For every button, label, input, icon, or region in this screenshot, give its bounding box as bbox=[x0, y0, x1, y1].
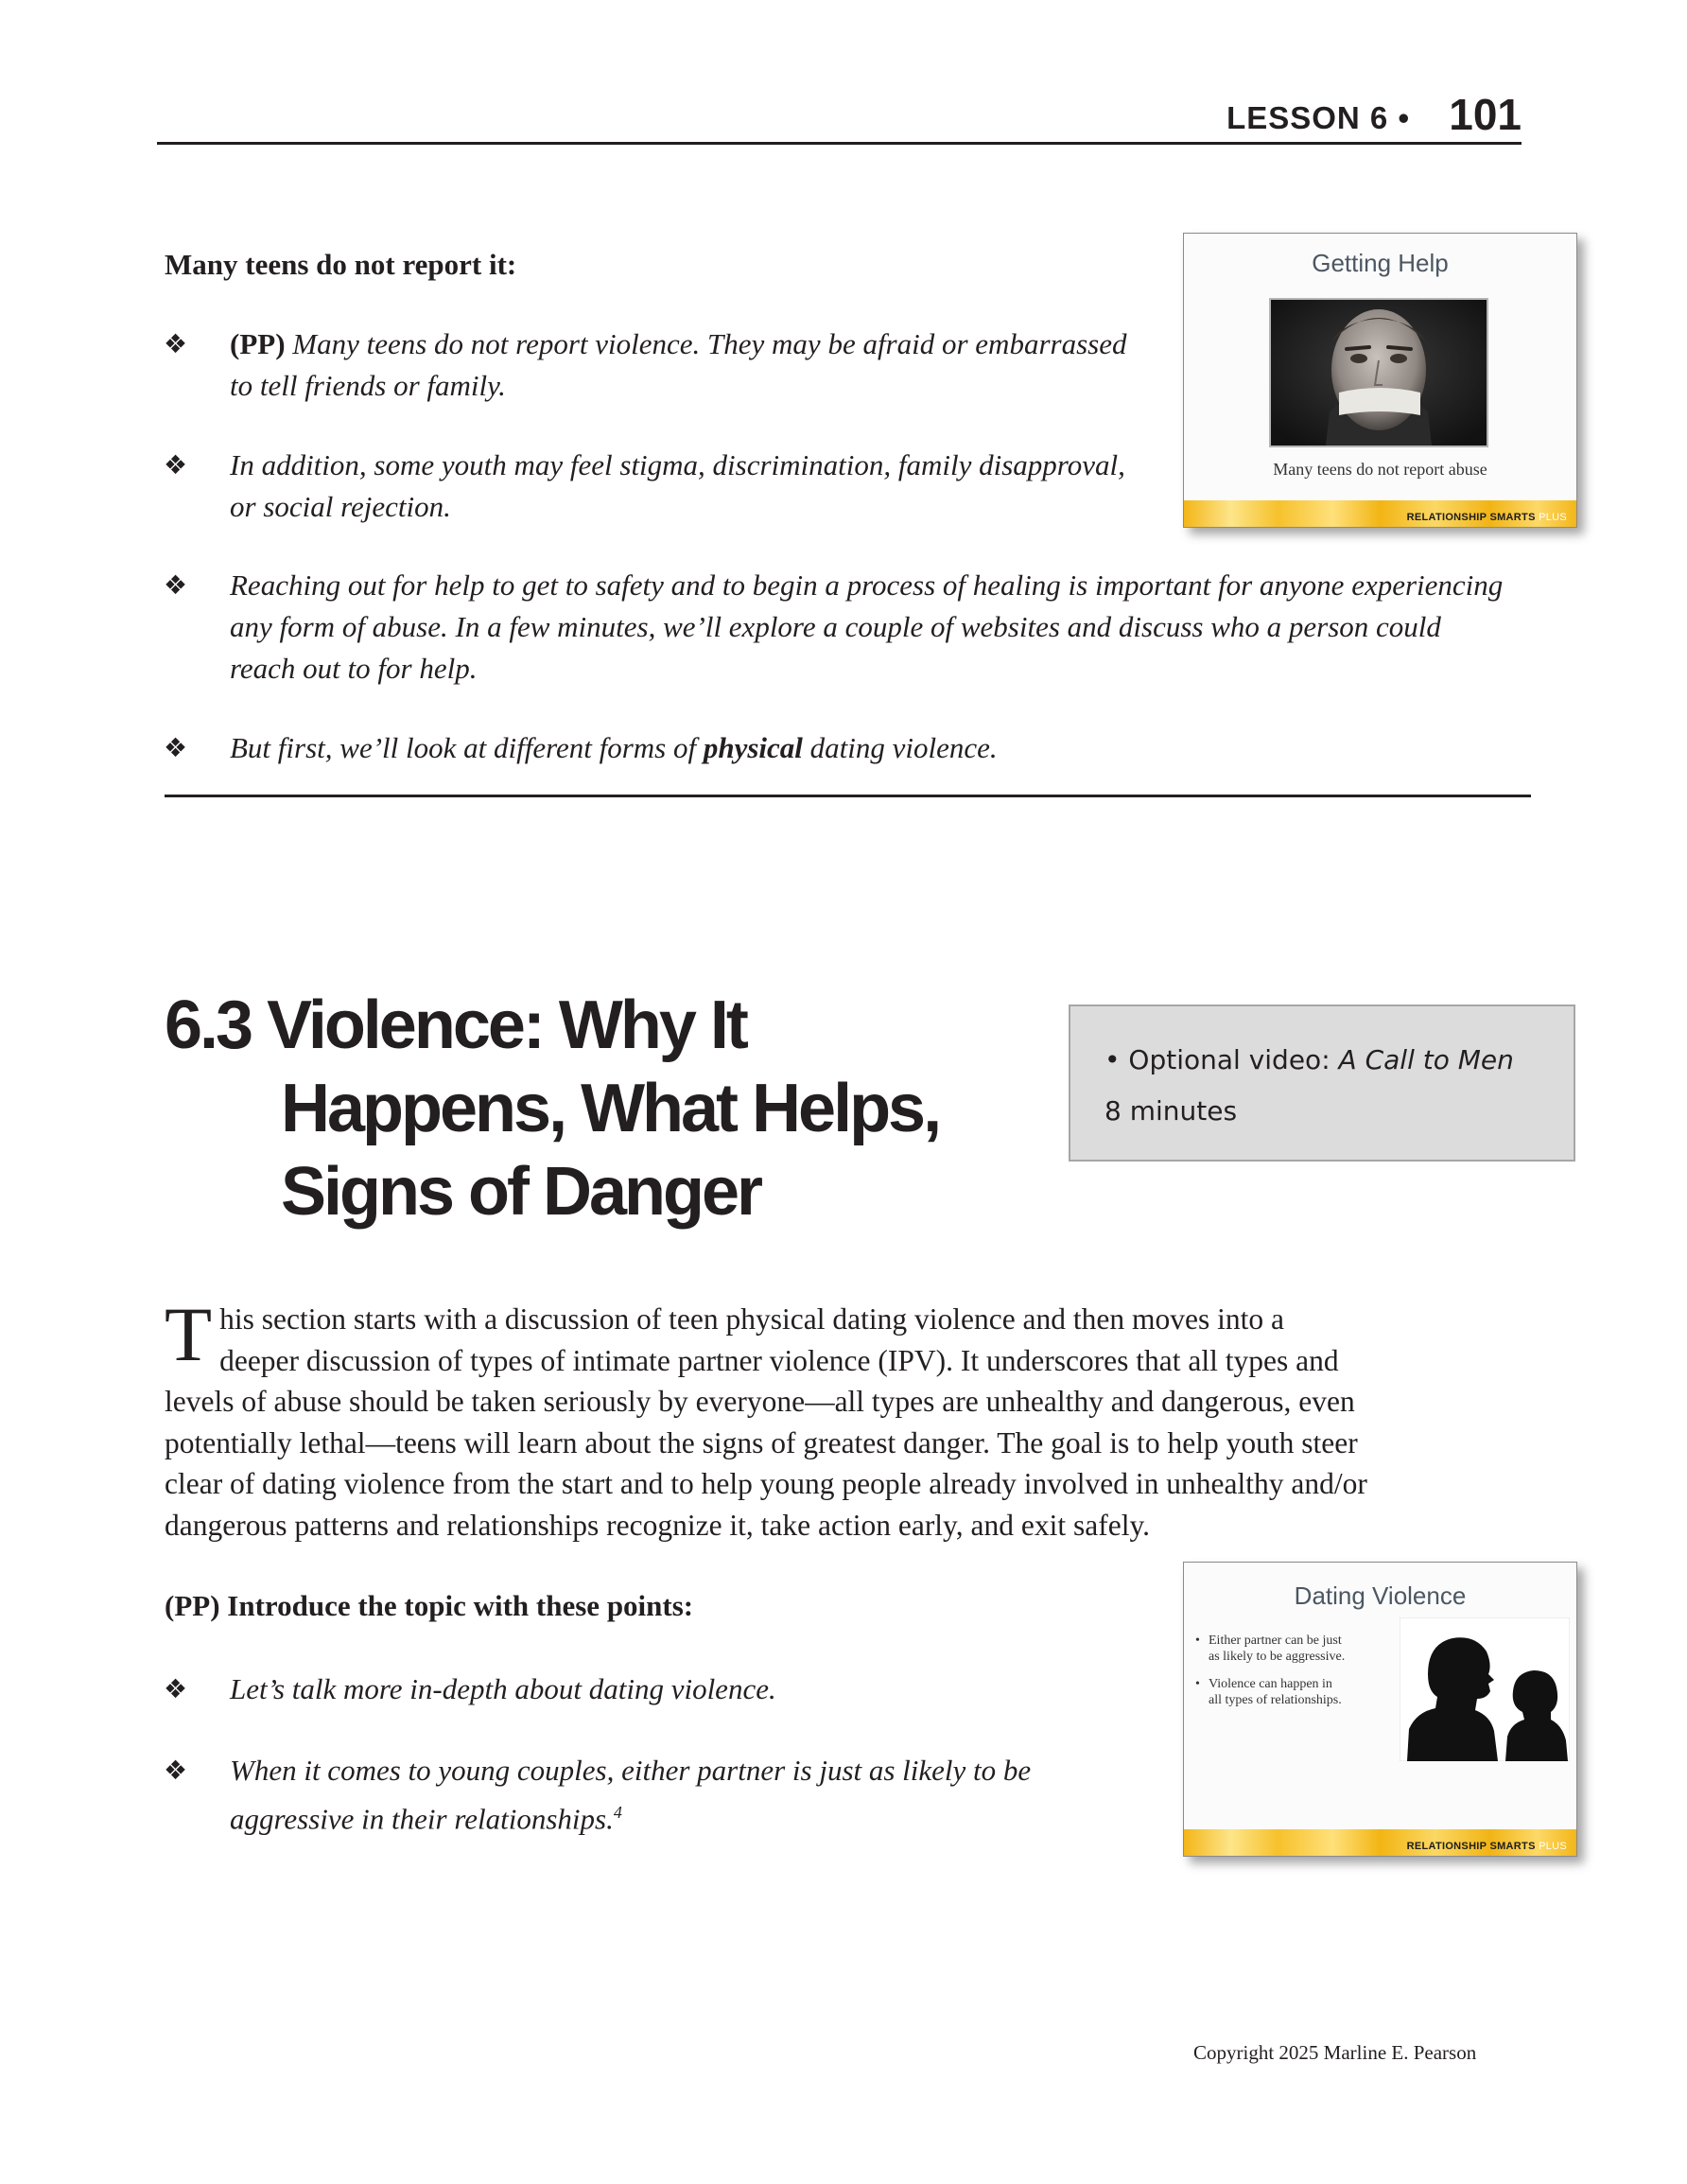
gagged-face-icon bbox=[1271, 300, 1487, 446]
section-heading: 6.3 Violence: Why It Happens, What Helps, Signs of Danger bbox=[165, 987, 940, 1230]
slide-title: Getting Help bbox=[1312, 249, 1449, 277]
copyright-footer: Copyright 2025 Marline E. Pearson bbox=[1193, 2041, 1477, 2064]
drop-cap: T bbox=[165, 1291, 213, 1377]
report-lead: Many teens do not report it: bbox=[165, 248, 517, 281]
topic-bullet-2: ❖ When it comes to young couples, either partner is just as likely to be aggressive in their relationships.$^4$ bbox=[230, 1750, 1031, 1840]
slide-brand-band bbox=[1184, 1829, 1576, 1856]
slide-getting-help bbox=[1183, 233, 1577, 528]
brand-logo: RELATIONSHIP SMARTS PLUS bbox=[1406, 512, 1567, 523]
optional-video-line: • Optional video: A Call to Men bbox=[1104, 1044, 1514, 1075]
slide-bullets: • Either partner can be just as likely to be aggressive. • Violence can happen in all types of relationships. bbox=[1195, 1634, 1346, 1707]
brand-logo: RELATIONSHIP SMARTS PLUS bbox=[1406, 1841, 1567, 1852]
slide-photo bbox=[1269, 298, 1488, 447]
slide-dating-violence bbox=[1183, 1562, 1577, 1857]
footnote-ref: 4 bbox=[613, 1803, 622, 1822]
slide-title: Dating Violence bbox=[1294, 1581, 1467, 1610]
diamond-bullet-icon: ❖ bbox=[164, 1673, 188, 1704]
diamond-bullet-icon: ❖ bbox=[164, 569, 188, 601]
diamond-bullet-icon: ❖ bbox=[164, 449, 188, 480]
diamond-bullet-icon: ❖ bbox=[164, 1755, 188, 1786]
report-bullet-3: ❖ Reaching out for help to get to safety and to begin a process of healing is important for anyone experiencing any form of abuse. In a few minutes, we’ll explore a couple of websites and discuss who a person could reach out to for help. bbox=[230, 565, 1503, 690]
topic-bullet-1: ❖ Let’s talk more in-depth about dating violence. bbox=[230, 1669, 776, 1710]
intro-paragraph: T his section starts with a discussion of teen physical dating violence and then moves into a deeper discussion of types of intimate partner violence (IPV). It underscores that all types and levels of abuse should be taken seriously by everyone—all types are unhealthy and dangerous, even potentially lethal—teens will learn about the signs of greatest danger. The goal is to help youth steer clear of dating violence from the start and to help young people already involved in unhealthy and/or dangerous patterns and relationships recognize it, take action early, and exit safely. bbox=[165, 1291, 1367, 1542]
diamond-bullet-icon: ❖ bbox=[164, 328, 188, 359]
running-header bbox=[157, 91, 1522, 145]
video-title: A Call to Men bbox=[1338, 1044, 1514, 1075]
diamond-bullet-icon: ❖ bbox=[164, 732, 188, 763]
pp-marker: (PP) bbox=[230, 327, 286, 360]
optional-video-box bbox=[1069, 1005, 1575, 1162]
section-divider bbox=[165, 795, 1531, 797]
slide-brand-band bbox=[1184, 500, 1576, 527]
slide-caption: Many teens do not report abuse bbox=[1273, 460, 1487, 479]
report-bullet-1: ❖ (PP) Many teens do not report violence. They may be afraid or embarrassed to tell friends or family. bbox=[230, 323, 1126, 407]
lesson-label: LESSON 6 • bbox=[1226, 100, 1410, 135]
report-bullet-2: ❖ In addition, some youth may feel stigma, discrimination, family disapproval, or social rejection. bbox=[230, 445, 1125, 528]
topic-lead: (PP) Introduce the topic with these points: bbox=[165, 1589, 694, 1622]
report-bullet-4: ❖ But first, we’ll look at different forms of physical dating violence. bbox=[230, 727, 998, 769]
video-duration: 8 minutes bbox=[1104, 1095, 1238, 1127]
emphasis-physical: physical bbox=[703, 731, 803, 764]
couple-silhouette-icon bbox=[1400, 1617, 1570, 1761]
page-number: 101 bbox=[1449, 90, 1522, 139]
